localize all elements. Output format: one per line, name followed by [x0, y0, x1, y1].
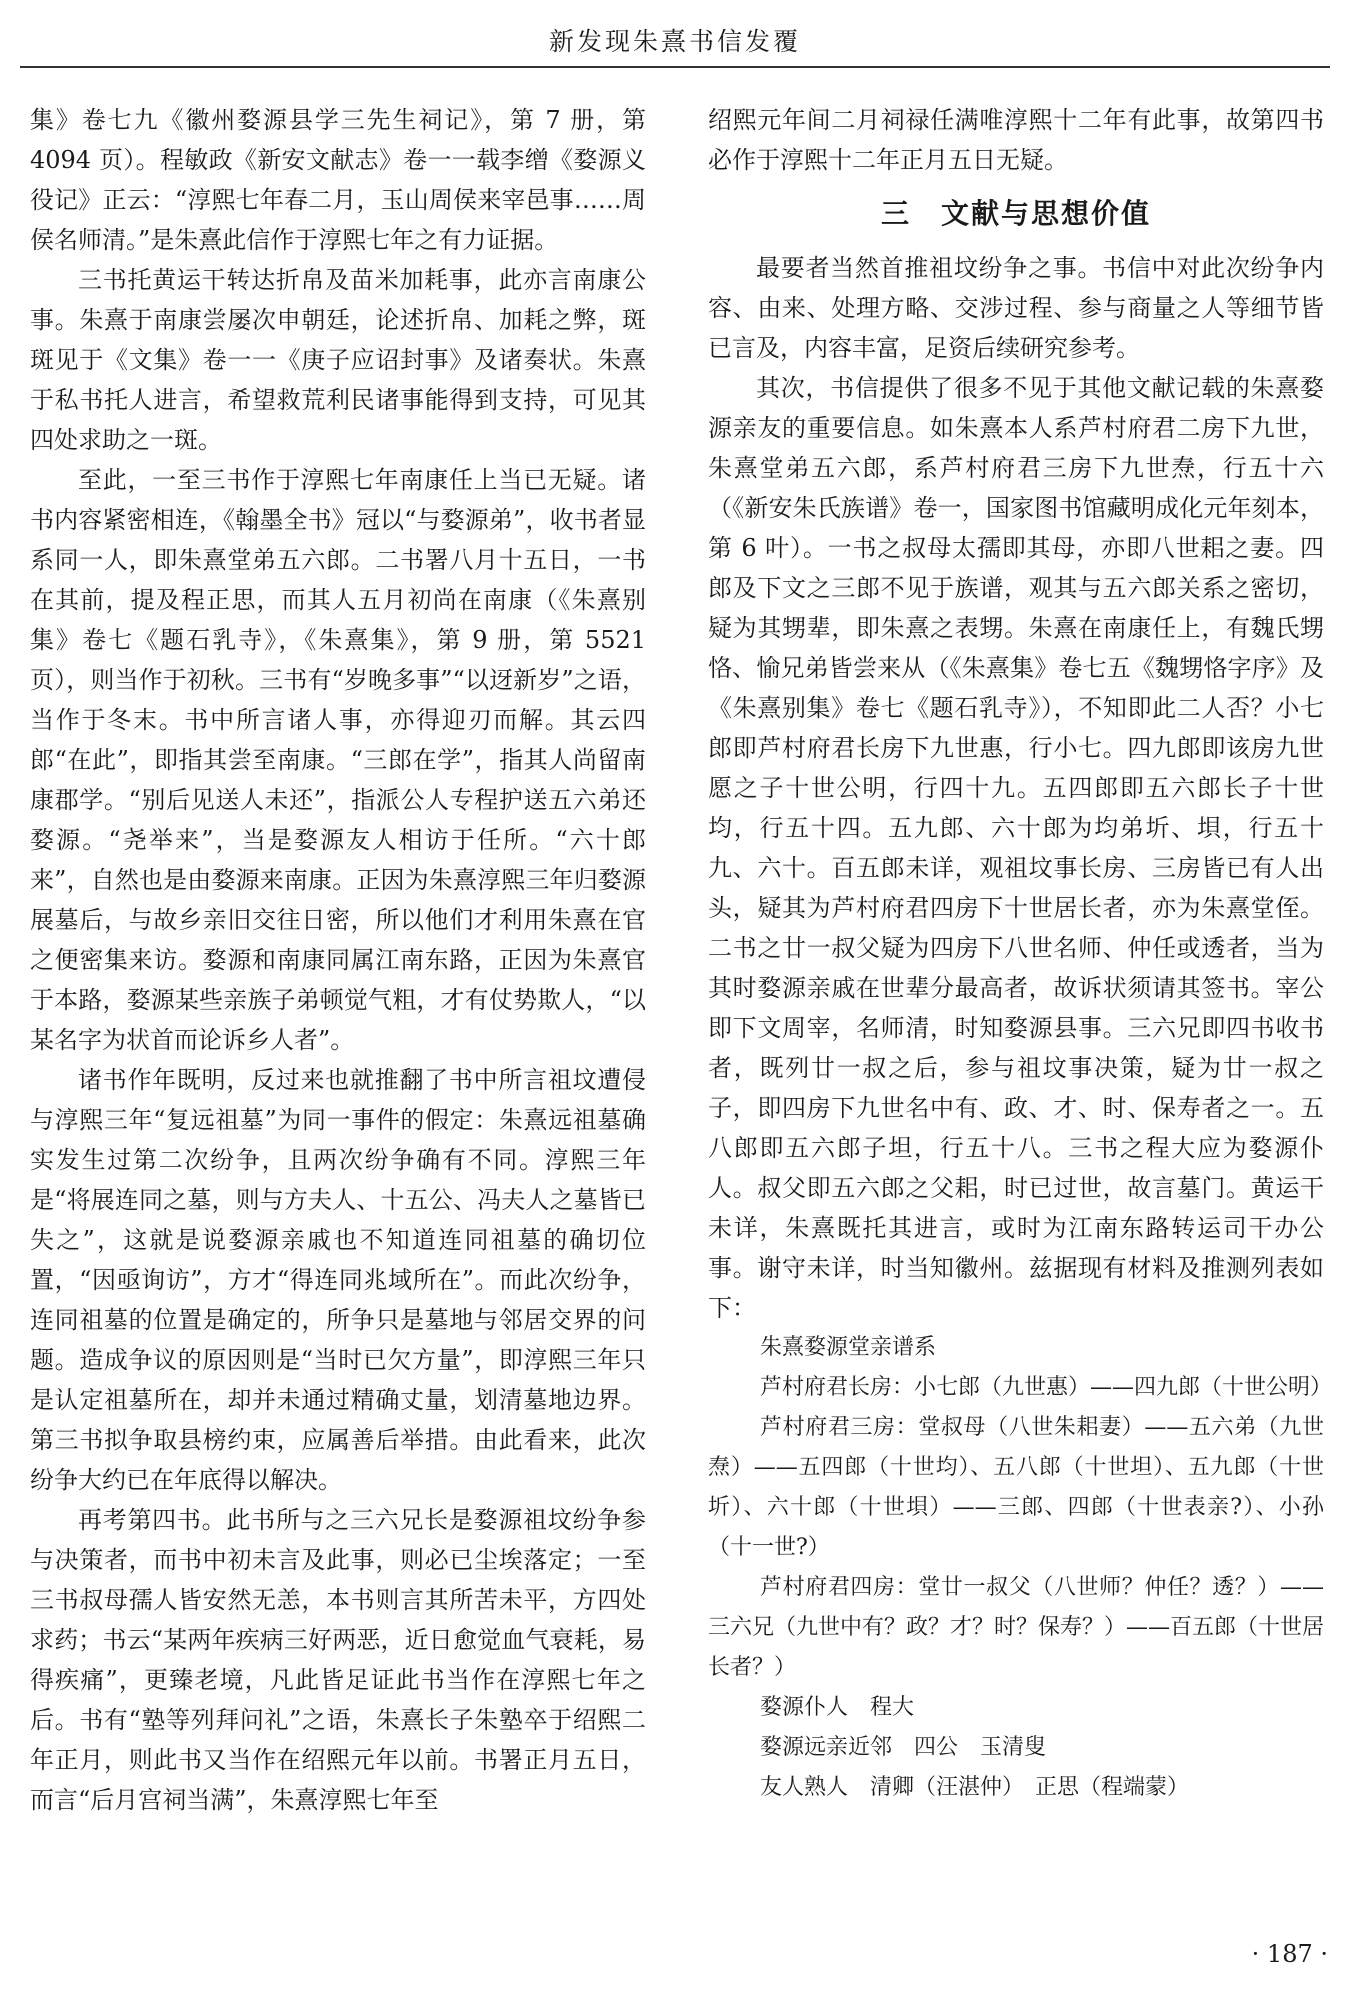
- paragraph: 其次，书信提供了很多不见于其他文献记载的朱熹婺源亲友的重要信息。如朱熹本人系芦村府君二房下九世，朱熹堂弟五六郎，系芦村府君三房下九世焘，行五十六（《新安朱氏族谱》卷一，国家图书馆藏明成化元年刻本，第 6 叶）。一书之叔母太孺即其母，亦即八世耜之妻。四郎及下文之三郎不见于族谱，观其与五六郎关系之密切，疑为其甥辈，即朱熹之表甥。朱熹在南康任上，有魏氏甥恪、愉兄弟皆尝来从（《朱熹集》卷七五《魏甥恪字序》及《朱熹别集》卷七《题石乳寺》），不知即此二人否？小七郎即芦村府君长房下九世惠，行小七。四九郎即该房九世愿之子十世公明，行四十九。五四郎即五六郎长子十世均，行五十四。五九郎、六十郎为均弟圻、垻，行五十九、六十。百五郎未详，观祖坟事长房、三房皆已有人出头，疑其为芦村府君四房下十世居长者，亦为朱熹堂侄。二书之廿一叔父疑为四房下八世名师、仲任或透者，当为其时婺源亲戚在世辈分最高者，故诉状须请其签书。宰公即下文周宰，名师清，时知婺源县事。三六兄即四书收书者，既列廿一叔之后，参与祖坟事决策，疑为廿一叔之子，即四房下九世名中有、政、才、时、保寿者之一。五八郎即五六郎子坦，行五十八。三书之程大应为婺源仆人。叔父即五六郎之父耜，时已过世，故言墓门。黄运干未详，朱熹既托其进言，或时为江南东路转运司干办公事。谢守未详，时当知徽州。兹据现有材料及推测列表如下：: [708, 374, 1324, 1322]
- family-table: [708, 1328, 1333, 1808]
- paragraph: 绍熙元年间二月祠禄任满唯淳熙十二年有此事，故第四书必作于淳熙十二年正月五日无疑。: [708, 106, 1324, 174]
- family-table-title: 朱熹婺源堂亲谱系: [760, 1335, 937, 1360]
- family-table-entry: 芦村府君三房：堂叔母（八世朱耜妻）——五六弟（九世焘）——五四郎（十世均）、五八郎（十世坦）、五九郎（十世圻）、六十郎（十世垻）——三郎、四郎（十世表亲?）、小孙（十一世?）: [708, 1415, 1324, 1560]
- family-table-entry: 婺源远亲近邻 四公 玉清叟: [760, 1735, 1047, 1760]
- paragraph: 三书托黄运干转达折帛及苗米加耗事，此亦言南康公事。朱熹于南康尝屡次申朝廷，论述折帛、加耗之弊，斑斑见于《文集》卷一一《庚子应诏封事》及诸奏状。朱熹于私书托人进言，希望救荒利民诸事能得到支持，可见其四处求助之一斑。: [30, 266, 646, 454]
- paragraph: 集》卷七九《徽州婺源县学三先生祠记》，第 7 册，第 4094 页）。程敏政《新安文献志》卷一一载李缯《婺源义役记》正云：“淳熙七年春二月，玉山周侯来宰邑事……周侯名师清。”是朱熹此信作于淳熙七年之有力证据。: [30, 106, 646, 254]
- running-header: [20, 18, 1330, 68]
- running-header-title: 新发现朱熹书信发覆: [548, 27, 801, 56]
- family-table-entry: 友人熟人 清卿（汪湛仲） 正思（程端蒙）: [760, 1775, 1190, 1800]
- paragraph: 再考第四书。此书所与之三六兄长是婺源祖坟纷争参与决策者，而书中初未言及此事，则必已尘埃落定；一至三书叔母孺人皆安然无恙，本书则言其所苦未平，方四处求药；书云“某两年疾病三好两恶，近日愈觉血气衰耗，易得疾痛”，更臻老境，凡此皆足证此书当作在淳熙七年之后。书有“塾等列拜问礼”之语，朱熹长子朱塾卒于绍熙二年正月，则此书又当作在绍熙元年以前。书署正月五日，而言“后月宫祠当满”，朱熹淳熙七年至: [30, 1506, 646, 1814]
- family-table-entry: 芦村府君四房：堂廿一叔父（八世师？仲任？透？）——三六兄（九世中有？政？才？时？保寿？）——百五郎（十世居长者？）: [708, 1575, 1325, 1680]
- family-table-entry: 婺源仆人 程大: [760, 1695, 915, 1720]
- right-column: [708, 100, 1333, 1808]
- paragraph: 最要者当然首推祖坟纷争之事。书信中对此次纷争内容、由来、处理方略、交涉过程、参与商量之人等细节皆已言及，内容丰富，足资后续研究参考。: [708, 254, 1324, 362]
- left-column: [30, 100, 646, 1820]
- paragraph: 诸书作年既明，反过来也就推翻了书中所言祖坟遭侵与淳熙三年“复远祖墓”为同一事件的假定：朱熹远祖墓确实发生过第二次纷争，且两次纷争确有不同。淳熙三年是“将展连同之墓，则与方夫人、十五公、冯夫人之墓皆已失之”，这就是说婺源亲戚也不知道连同祖墓的确切位置，“因亟询访”，方才“得连同兆域所在”。而此次纷争，连同祖墓的位置是确定的，所争只是墓地与邻居交界的问题。造成争议的原因则是“当时已欠方量”，即淳熙三年只是认定祖墓所在，却并未通过精确丈量，划清墓地边界。第三书拟争取县榜约束，应属善后举措。由此看来，此次纷争大约已在年底得以解决。: [30, 1066, 646, 1494]
- family-table-entry: 芦村府君长房：小七郎（九世惠）——四九郎（十世公明）: [760, 1375, 1333, 1400]
- section-heading: 三 文献与思想价值: [880, 197, 1151, 230]
- paragraph: 至此，一至三书作于淳熙七年南康任上当已无疑。诸书内容紧密相连，《翰墨全书》冠以“与婺源弟”，收书者显系同一人，即朱熹堂弟五六郎。二书署八月十五日，一书在其前，提及程正思，而其人五月初尚在南康（《朱熹别集》卷七《题石乳寺》，《朱熹集》，第 9 册，第 5521 页），则当作于初秋。三书有“岁晚多事”“以迓新岁”之语，当作于冬末。书中所言诸人事，亦得迎刃而解。其云四郎“在此”，即指其尝至南康。“三郎在学”，指其人尚留南康郡学。“别后见送人未还”，指派公人专程护送五六弟还婺源。“尧举来”，当是婺源友人相访于任所。“六十郎来”，自然也是由婺源来南康。正因为朱熹淳熙三年归婺源展墓后，与故乡亲旧交往日密，所以他们才利用朱熹在官之便密集来访。婺源和南康同属江南东路，正因为朱熹官于本路，婺源某些亲族子弟顿觉气粗，才有仗势欺人，“以某名字为状首而论诉乡人者”。: [30, 466, 646, 1054]
- page-number: · 187 ·: [1251, 1940, 1328, 1968]
